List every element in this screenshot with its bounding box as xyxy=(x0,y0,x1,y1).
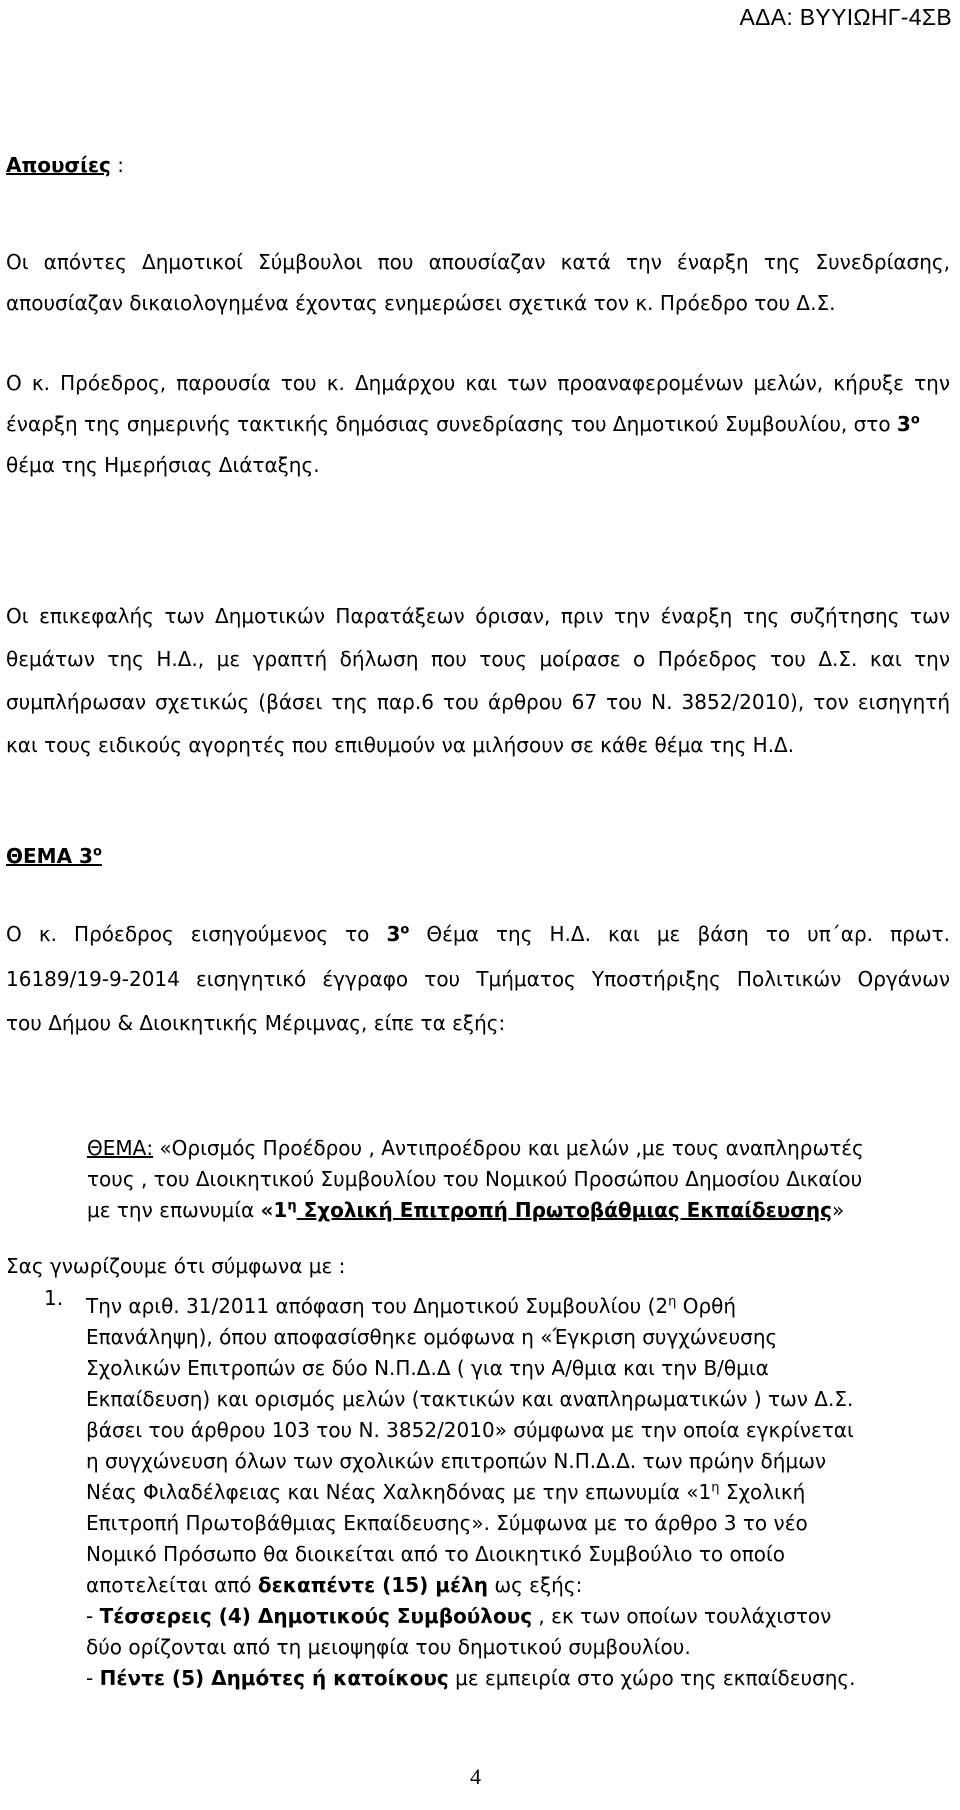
leaders-line-3: συμπλήρωσαν σχετικώς (βάσει της παρ.6 του άρθρου 67 του Ν. 3852/2010), τον εισηγητή xyxy=(6,690,950,714)
subject-line-2: τους , του Διοικητικού Συμβουλίου του Νομικού Προσώπου Δημοσίου Δικαίου xyxy=(87,1167,863,1191)
item1-line-7: Νέας Φιλαδέλφειας και Νέας Χαλκηδόνας με την επωνυμία «$1^\eta$ Σχολική xyxy=(86,1480,806,1504)
page-number: 4 xyxy=(470,1764,481,1789)
item1-line-10: αποτελείται από δεκαπέντε (15) μέλη ως εξής: xyxy=(86,1573,583,1597)
absences-text-line-2: απουσίαζαν δικαιολογημένα έχοντας ενημερώσει σχετικά τον κ. Πρόεδρο του Δ.Σ. xyxy=(6,291,836,315)
topic-heading: ΘΕΜΑ $3^o$ xyxy=(6,844,102,868)
item1-line-2: Επανάληψη), όπου αποφασίσθηκε ομόφωνα η «Έγκριση συγχώνευσης xyxy=(86,1325,778,1349)
leaders-line-1: Οι επικεφαλής των Δημοτικών Παρατάξεων όρισαν, πριν την έναρξη της συζήτησης των xyxy=(6,604,950,628)
absences-heading: Απουσίες xyxy=(6,153,111,177)
item1-line-5: βάσει του άρθρου 103 του Ν. 3852/2010» σύμφωνα με την οποία εγκρίνεται xyxy=(86,1418,854,1442)
leaders-line-4: και τους ειδικούς αγορητές που επιθυμούν να μιλήσουν σε κάθε θέμα της Η.Δ. xyxy=(6,733,795,757)
ada-code: ΑΔΑ: ΒΥΥΙΩΗΓ-4ΣΒ xyxy=(739,4,952,30)
topic-intro-line-1: Ο κ. Πρόεδρος εισηγούμενος το $3^o$ Θέμα της Η.Δ. και με βάση το υπ΄αρ. πρωτ. xyxy=(6,922,950,946)
topic-intro-line-2: 16189/19-9-2014 εισηγητικό έγγραφο του Τμήματος Υποστήριξης Πολιτικών Οργάνων xyxy=(6,967,950,991)
item1-line-12: δύο ορίζονται από τη μειοψηφία του δημοτικού συμβουλίου. xyxy=(86,1635,691,1659)
item1-line-11: - Τέσσερεις (4) Δημοτικούς Συμβούλους , εκ των οποίων τουλάχιστον xyxy=(86,1604,832,1628)
item1-line-8: Επιτροπή Πρωτοβάθμιας Εκπαίδευσης». Σύμφωνα με το άρθρο 3 το νέο xyxy=(86,1511,808,1535)
leaders-line-2: θεμάτων της Η.Δ., με γραπτή δήλωση που τους μοίρασε ο Πρόεδρος του Δ.Σ. και την xyxy=(6,647,950,671)
topic-intro-line-3: του Δήμου & Διοικητικής Μέριμνας, είπε τα εξής: xyxy=(6,1011,506,1035)
opening-line-2: έναρξη της σημερινής τακτικής δημόσιας συνεδρίασης του Δημοτικού Συμβουλίου, στο $3^o$ xyxy=(6,412,920,436)
item1-line-13: - Πέντε (5) Δημότες ή κατοίκους με εμπειρία στο χώρο της εκπαίδευσης. xyxy=(86,1666,856,1690)
subject-line-3: με την επωνυμία «$1^\eta$ Σχολική Επιτροπή Πρωτοβάθμιας Εκπαίδευσης» xyxy=(87,1198,845,1222)
item1-line-1: Την αριθ. 31/2011 απόφαση του Δημοτικού Συμβουλίου ($2^\eta$ Ορθή xyxy=(86,1294,737,1318)
opening-line-3: θέμα της Ημερήσιας Διάταξης. xyxy=(6,453,320,477)
item1-line-4: Εκπαίδευση) και ορισμός μελών (τακτικών και αναπληρωματικών ) των Δ.Σ. xyxy=(86,1387,854,1411)
item1-line-6: η συγχώνευση όλων των σχολικών επιτροπών Ν.Π.Δ.Δ. των πρώην δήμων xyxy=(86,1449,827,1473)
absences-heading-line: Απουσίες : xyxy=(6,153,125,177)
subject-line-1: ΘΕΜΑ: «Ορισμός Προέδρου , Αντιπροέδρου και μελών ,με τους αναπληρωτές xyxy=(87,1136,864,1160)
absences-text-line-1: Οι απόντες Δημοτικοί Σύμβουλοι που απουσίαζαν κατά την έναρξη της Συνεδρίασης, xyxy=(6,250,950,274)
item1-line-3: Σχολικών Επιτροπών σε δύο Ν.Π.Δ.Δ ( για την Α/θμια και την Β/θμια xyxy=(86,1356,769,1380)
item1-line-9: Νομικό Πρόσωπο θα διοικείται από το Διοικητικό Συμβούλιο το οποίο xyxy=(86,1542,786,1566)
subject-label: ΘΕΜΑ: xyxy=(87,1136,154,1160)
opening-line-1: Ο κ. Πρόεδρος, παρουσία του κ. Δημάρχου και των προαναφερομένων μελών, κήρυξε την xyxy=(6,371,950,395)
list-number: 1. xyxy=(44,1286,64,1310)
notice-line: Σας γνωρίζουμε ότι σύμφωνα με : xyxy=(6,1254,346,1278)
